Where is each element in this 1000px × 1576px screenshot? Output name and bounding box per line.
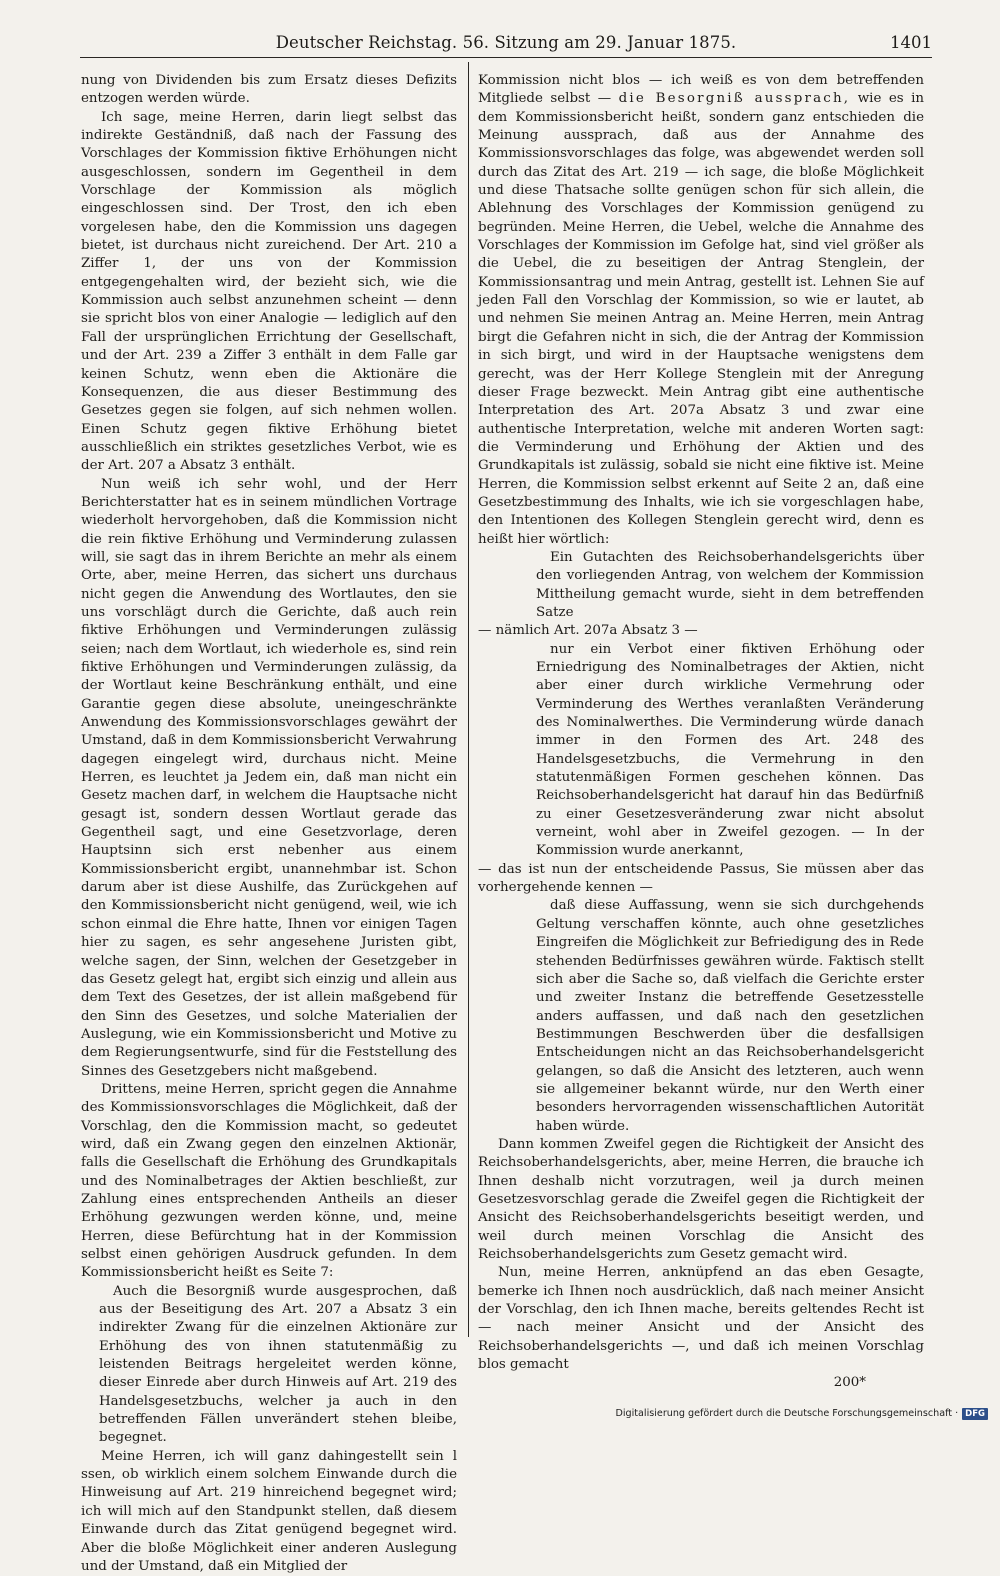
- dfg-logo-icon: DFG: [962, 1408, 988, 1420]
- paragraph: Dann kommen Zweifel gegen die Richtigkeit der Ansicht des Reichsoberhandelsgerichts, aber, meine Herren, die brauche ich Ihnen deshalb nicht vorzutragen, weil ja durch meinen Gesetzesvorschlag gerade die Zweifel gegen die Richtigkeit der Ansicht des Reichsoberhandelsgerichts beseitigt werden, und weil durch meinen Vorschlag die Ansicht des Reichsoberhandelsgerichts zum Gesetz gemacht wird.: [478, 1136, 924, 1262]
- paragraph: Ich sage, meine Herren, darin liegt selbst das indirekte Geständniß, daß nach der Fassung des Vorschlages der Kommission fiktive Erhöhungen nicht ausgeschlossen, sondern im Gegentheil in dem Vorschlage der Kommission als möglich eingeschlossen sind. Der Trost, den ich eben vorgelesen habe, den die Kommission uns dagegen bietet, ist durchaus nicht zureichend. Der Art. 210 a Ziffer 1, der uns von der Kommission entgegengehalten wird, der bezieht sich, wie die Kommission auch selbst anzunehmen scheint — denn sie spricht blos von einer Analogie — lediglich auf den Fall der ursprünglichen Errichtung der Gesellschaft, und der Art. 239 a Ziffer 3 enthält in dem Falle gar keinen Schutz, wenn eben die Aktionäre die Konsequenzen, die aus dieser Bestimmung des Gesetzes gegen sie folgen, auf sich nehmen wollen. Einen Schutz gegen fiktive Erhöhung bietet ausschließlich ein striktes gesetzliches Verbot, wie es der Art. 207 a Absatz 3 enthält.: [81, 109, 457, 474]
- paragraph-start: Kommission nicht blos — ich weiß es von dem betreffenden Mitgliede selbst —: [478, 73, 924, 107]
- page-header: [80, 30, 932, 56]
- header-rule: [80, 57, 932, 58]
- credit-text: Digitalisierung gefördert durch die Deutsche Forschungsgemeinschaft ·: [615, 1408, 959, 1419]
- spaced-emphasis: die Besorgniß aussprach,: [618, 91, 851, 107]
- paragraph: Nun weiß ich sehr wohl, und der Herr Berichterstatter hat es in seinem mündlichen Vortrage wiederholt hervorgehoben, daß die Kommission nicht die rein fiktive Erhöhung und Verminderung zulassen will, sie sagt das in ihrem Berichte an mehr als einem Orte, aber, meine Herren, das sichert uns durchaus nicht gegen die Anwendung des Wortlautes, den sie uns vorschlägt durch die Gerichte, daß auch rein fiktive Erhöhungen und Verminderungen zulässig seien; nach dem Wortlaut, ich wiederhole es, sind rein fiktive Erhöhungen und Verminderungen zulässig, da der Wortlaut keine Beschränkung enthält, und eine Garantie gegen diese absolute, uneingeschränkte Anwendung des Kommissionsvorschlages gewährt der Umstand, daß in dem Kommissionsbericht Verwahrung dagegen eingelegt wird, durchaus nicht. Meine Herren, es leuchtet ja Jedem ein, daß man nicht ein Gesetz machen darf, in welchem die Hauptsache nicht gesagt ist, sondern dessen Wortlaut gerade das Gegentheil sagt, und eine Gesetzvorlage, deren Hauptsinn sich erst nebenher aus einem Kommissionsbericht ergibt, unannehmbar ist. Schon darum aber ist diese Aushilfe, das Zurückgehen auf den Kommissionsbericht nicht genügend, weil, wie ich schon einmal die Ehre hatte, Ihnen vor einigen Tagen hier zu sagen, es sehr angesehene Juristen gibt, welche sagen, der Sinn, welchen der Gesetzgeber in das Gesetz gelegt hat, ergibt sich einzig und allein aus dem Text des Gesetzes, der ist allein maßgebend für den Sinn des Gesetzes, und solche Materialien der Auslegung, wie ein Kommissionsbericht und Motive zu dem Regierungsentwurfe, sind für die Feststellung des Sinnes des Gesetzgebers nicht maßgebend.: [81, 476, 457, 1079]
- paragraph: Drittens, meine Herren, spricht gegen die Annahme des Kommissionsvorschlages die Möglichkeit, daß der Vorschlag, den die Kommission macht, so gedeutet wird, daß ein Zwang gegen den einzelnen Aktionär, falls die Gesellschaft die Erhöhung des Grundkapitals und des Nominalbetrages der Aktien beschließt, zur Zahlung eines entsprechenden Antheils an dieser Erhöhung gezwungen werden könne, und, meine Herren, diese Befürchtung hat in der Kommission selbst einen gehörigen Ausdruck gefunden. In dem Kommissionsbericht heißt es Seite 7:: [81, 1081, 457, 1281]
- quotation: nur ein Verbot einer fiktiven Erhöhung oder Erniedrigung des Nominalbetrages der Aktien, nicht aber einer durch wirkliche Vermehrung oder Verminderung des Werthes veranlaßten Veränderung des Nominalwerthes. Die Verminderung würde danach immer in den Formen des Art. 248 des Handelsgesetzbuchs, die Vermehrung in den statutenmäßigen Formen geschehen können. Das Reichsoberhandelsgericht hat darauf hin das Bedürfniß zu einer Gesetzesveränderung zwar nicht absolut verneint, wohl aber in Zweifel gezogen. — In der Kommission wurde anerkannt,: [536, 641, 924, 859]
- page-number: 1401: [890, 33, 932, 52]
- paragraph-rest: wie es in dem Kommissionsbericht heißt, sondern ganz entschieden die Meinung aussprach, daß aus der Annahme des Kommissionsvorschlages das folge, was abgewendet werden soll durch das Zitat des Art. 219 — ich sage, die bloße Möglichkeit und diese Thatsache sollte genügen schon für sich allein, die Ablehnung des Vorschlages der Kommission genügend zu begründen. Meine Herren, die Uebel, welche die Annahme des Vorschlages der Kommission im Gefolge hat, sind viel größer als die Uebel, die zu beseitigen der Antrag Stenglein, der Kommissionsantrag und mein Antrag, gestellt ist. Lehnen Sie auf jeden Fall den Vorschlag der Kommission, so wie er lautet, ab und nehmen Sie meinen Antrag an. Meine Herren, mein Antrag birgt die Gefahren nicht in sich, die der Antrag der Kommission in sich birgt, und wird in der Hauptsache wenigstens dem gerecht, was der Herr Kollege Stenglein mit der Anregung dieser Frage bezweckt. Mein Antrag gibt eine authentische Interpretation des Art. 207a Absatz 3 und zwar eine authentische Interpretation, welche mit anderen Worten sagt: die Verminderung und Erhöhung der Aktien und des Grundkapitals ist zulässig, sobald sie nicht eine fiktive ist. Meine Herren, die Kommission selbst erkennt auf Seite 2 an, daß eine Gesetzbestimmung des Inhalts, wie ich sie vorgeschlagen habe, den Intentionen des Kollegen Stenglein gerecht wird, denn es heißt hier wörtlich:: [478, 91, 924, 547]
- running-title: Deutscher Reichstag. 56. Sitzung am 29. Januar 1875.: [275, 33, 737, 52]
- right-column: [478, 72, 924, 1391]
- quotation: Ein Gutachten des Reichsoberhandelsgerichts über den vorliegenden Antrag, von welchem der Kommission Mittheilung gemacht wurde, sieht in dem betreffenden Satze: [536, 549, 924, 620]
- signature-mark: 200*: [833, 1375, 866, 1391]
- interjection: — nämlich Art. 207a Absatz 3 —: [478, 623, 698, 639]
- paragraph: [478, 72, 924, 549]
- digitization-credit: [615, 1406, 988, 1422]
- quotation: daß diese Auffassung, wenn sie sich durchgehends Geltung verschaffen könnte, auch ohne gesetzliches Eingreifen die Möglichkeit zur Befriedigung des in Rede stehenden Bedürfnisses gewähren würde. Faktisch stellt sich aber die Sache so, daß vielfach die Gerichte erster und zweiter Instanz die betreffende Gesetzesstelle anders auffassen, und daß nach den gesetzlichen Bestimmungen Beschwerden über die desfallsigen Entscheidungen nicht an das Reichsoberhandelsgericht gelangen, so daß die Ansicht des letzteren, auch wenn sie allgemeiner bekannt würde, nur den Werth einer besonders hervorragenden wissenschaftlichen Autorität haben würde.: [536, 898, 924, 1134]
- paragraph: Nun, meine Herren, anknüpfend an das eben Gesagte, bemerke ich Ihnen noch ausdrücklich, daß nach meiner Ansicht der Vorschlag, den ich Ihnen mache, bereits geltendes Recht ist — nach meiner Ansicht und der Ansicht des Reichsoberhandelsgerichts —, und daß ich meinen Vorschlag blos gemacht: [478, 1265, 924, 1373]
- interjection: — das ist nun der entscheidende Passus, Sie müssen aber das vorhergehende kennen —: [478, 861, 924, 896]
- left-column: [81, 72, 457, 1574]
- paragraph: nung von Dividenden bis zum Ersatz dieses Defizits entzogen werden würde.: [81, 73, 457, 107]
- quotation: Auch die Besorgniß wurde ausgesprochen, daß aus der Beseitigung des Art. 207 a Absatz 3 ein indirekter Zwang für die einzelnen Aktionäre zur Erhöhung des von ihnen statutenmäßig zu leistenden Beitrags hergeleitet werden könne, dieser Einrede aber durch Hinweis auf Art. 219 des Handelsgesetzbuchs, welcher ja auch in den betreffenden Fällen unverändert stehen bleibe, begegnet.: [99, 1283, 457, 1446]
- column-divider: [468, 62, 469, 1337]
- paragraph: Meine Herren, ich will ganz dahingestellt sein l ssen, ob wirklich einem solchem Einwande durch die Hinweisung auf Art. 219 hinreichend begegnet wird; ich will mich auf den Standpunkt stellen, daß diesem Einwande durch das Zitat genügend begegnet wird. Aber die bloße Möglichkeit einer anderen Auslegung und der Umstand, daß ein Mitglied der: [81, 1448, 457, 1574]
